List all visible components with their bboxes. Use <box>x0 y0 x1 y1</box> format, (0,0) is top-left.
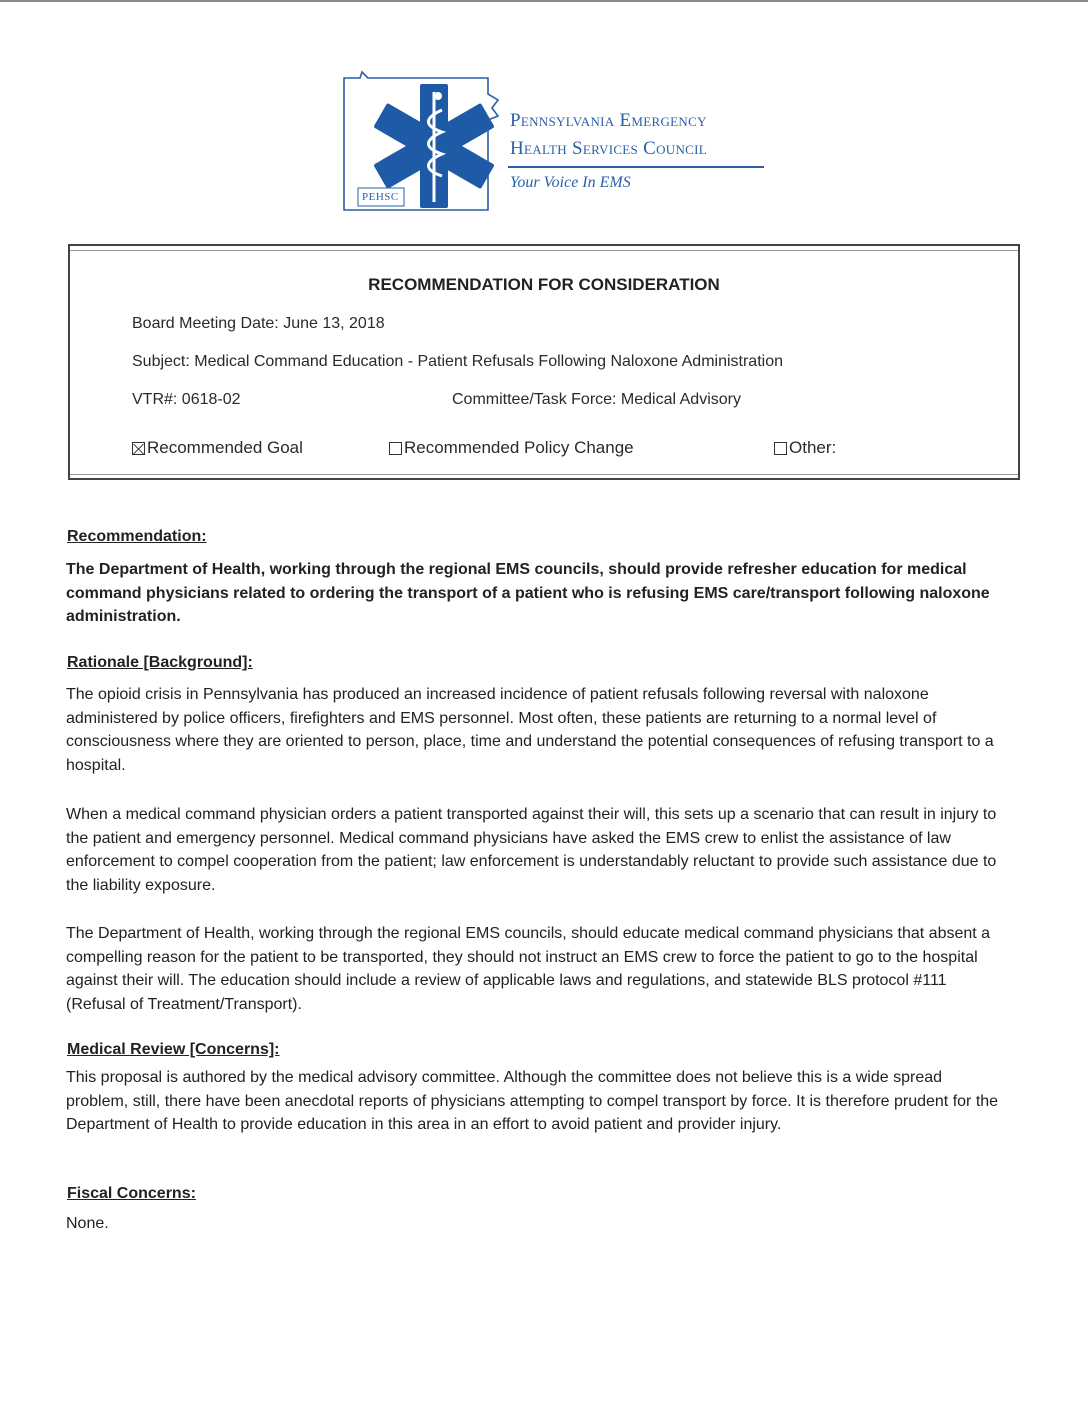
org-tagline: Your Voice In EMS <box>510 174 631 191</box>
unchecked-box-icon[interactable] <box>389 442 402 455</box>
checkbox-other[interactable] <box>774 438 836 458</box>
rationale-paragraph-3: The Department of Health, working through the regional EMS councils, should educate medical command physicians that absent a compelling reason for the patient to be transported, they should not instruct an EMS crew to force the patient to go to the hospital against their will. The education should include a review of applicable laws and regulations, and statewide BLS protocol #111 (Refusal of Treatment/Transport). <box>66 925 991 1013</box>
committee-line: Committee/Task Force: Medical Advisory <box>452 391 741 408</box>
org-name-line-2: Health Services Council <box>510 138 708 159</box>
scan-edge <box>0 0 1088 2</box>
checkbox-label: Recommended Goal <box>147 438 303 457</box>
checkbox-label: Recommended Policy Change <box>404 438 634 457</box>
recommendation-heading: Recommendation: <box>67 528 207 545</box>
subject-line: Subject: Medical Command Education - Patient Refusals Following Naloxone Administration <box>132 353 783 370</box>
recommendation-text: The Department of Health, working through the regional EMS councils, should provide refresher education for medical command physicians related to ordering the transport of a patient who is refusing EMS care/transport following naloxone administration. <box>66 561 990 625</box>
pehsc-logo <box>338 70 768 220</box>
rationale-paragraph-1: The opioid crisis in Pennsylvania has produced an increased incidence of patient refusals following reversal with naloxone administered by police officers, firefighters and EMS personnel. Most often, these patients are returning to a normal level of consciousness where they are oriented to person, place, time and understand the potential consequences of refusing transport to a hospital. <box>66 686 994 774</box>
fiscal-concerns-heading: Fiscal Concerns: <box>67 1185 196 1202</box>
rationale-paragraph-2: When a medical command physician orders a patient transported against their will, this sets up a scenario that can result in injury to the patient and emergency personnel. Medical command physicians have asked the EMS crew to enlist the assistance of law enforcement to compel cooperation from the patient; law enforcement is understandably reluctant to provide such assistance due to the liability exposure. <box>66 806 997 894</box>
recommendation-box <box>68 244 1020 480</box>
org-divider <box>508 166 764 168</box>
org-name-line-1: Pennsylvania Emergency <box>510 110 707 131</box>
logo-badge: PEHSC <box>362 191 399 203</box>
unchecked-box-icon[interactable] <box>774 442 787 455</box>
medical-review-heading: Medical Review [Concerns]: <box>67 1041 280 1058</box>
fiscal-concerns-text: None. <box>66 1215 109 1232</box>
box-inner-rule-top <box>70 250 1018 251</box>
box-inner-rule-bottom <box>70 474 1018 475</box>
checked-box-icon[interactable] <box>132 442 145 455</box>
checkbox-recommended-policy-change[interactable] <box>389 438 634 458</box>
vtr-number: VTR#: 0618-02 <box>132 391 241 408</box>
checkbox-label: Other: <box>789 438 837 457</box>
rationale-heading: Rationale [Background]: <box>67 654 253 671</box>
meeting-date: Board Meeting Date: June 13, 2018 <box>132 315 385 332</box>
medical-review-text: This proposal is authored by the medical advisory committee. Although the committee does not believe this is a wide spread problem, still, there have been anecdotal reports of physicians attempting to compel transport by force. It is therefore prudent for the Department of Health to provide education in this area in an effort to avoid patient and provider injury. <box>66 1069 999 1133</box>
box-title: RECOMMENDATION FOR CONSIDERATION <box>368 275 720 294</box>
checkbox-recommended-goal[interactable] <box>132 438 303 458</box>
checkbox-row <box>70 438 1018 460</box>
